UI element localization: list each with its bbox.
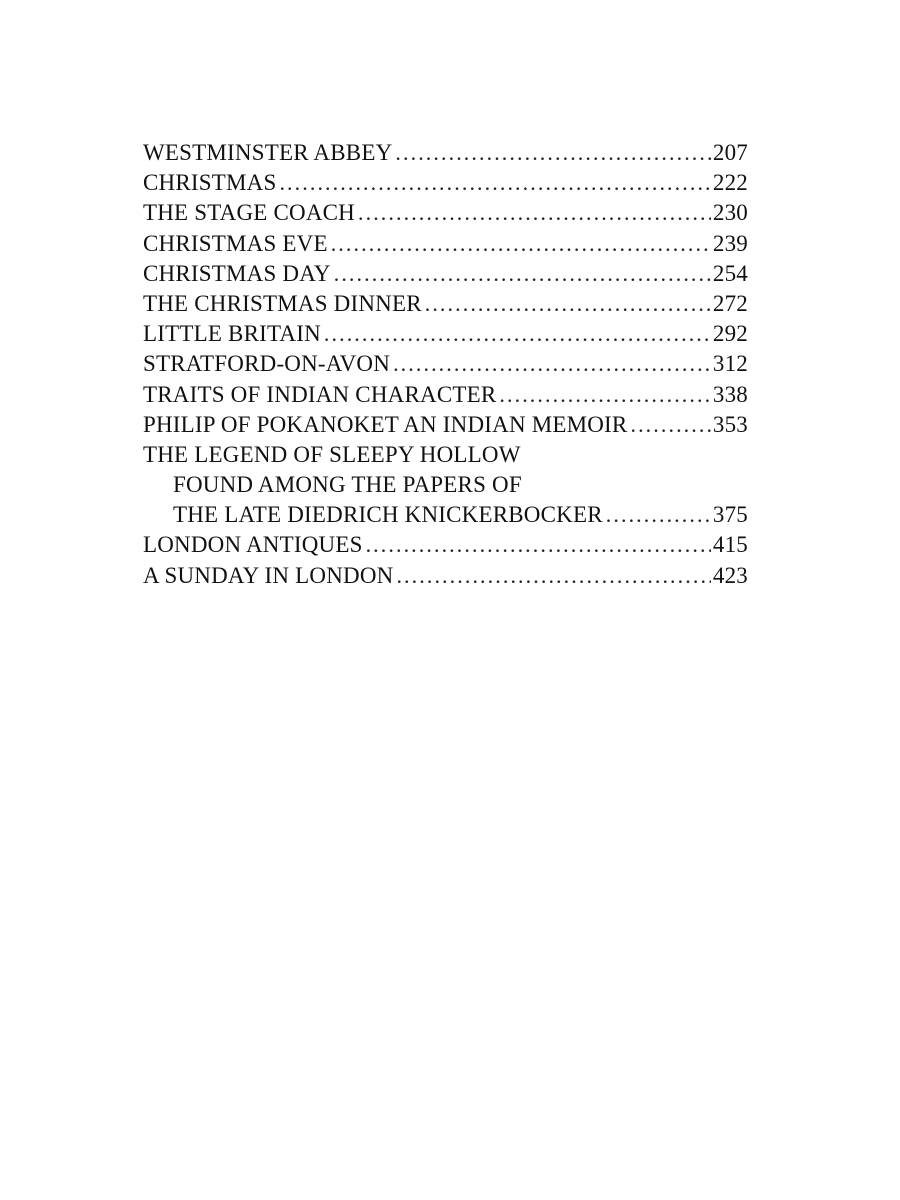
dot-leader bbox=[606, 500, 711, 530]
toc-entry-page: 239 bbox=[712, 230, 748, 256]
dot-leader bbox=[393, 349, 711, 379]
dot-leader bbox=[396, 561, 710, 591]
toc-line bbox=[143, 198, 748, 228]
toc-entry-page: 338 bbox=[712, 381, 748, 407]
toc-line bbox=[143, 410, 748, 440]
toc-entry-page: 415 bbox=[712, 532, 748, 558]
toc-line bbox=[143, 380, 748, 410]
toc-entry-traits-of-indian-character bbox=[143, 380, 748, 410]
toc-entry-title: A SUNDAY IN LONDON bbox=[143, 562, 394, 588]
toc-line bbox=[143, 440, 748, 470]
toc-entry-title: THE STAGE COACH bbox=[143, 200, 355, 226]
toc-line bbox=[143, 349, 748, 379]
toc-entry-christmas bbox=[143, 168, 748, 198]
toc-line bbox=[143, 319, 748, 349]
toc-entry-title: TRAITS OF INDIAN CHARACTER bbox=[143, 381, 497, 407]
toc-entry-title: CHRISTMAS bbox=[143, 170, 277, 196]
toc-entry-legend-of-sleepy-hollow bbox=[143, 440, 748, 531]
dot-leader bbox=[425, 289, 711, 319]
toc-entry-the-stage-coach bbox=[143, 198, 748, 228]
toc-entry-page: 254 bbox=[712, 260, 748, 286]
toc-line bbox=[143, 561, 748, 591]
toc-line bbox=[143, 500, 748, 530]
dot-leader bbox=[630, 410, 710, 440]
dot-leader bbox=[324, 319, 711, 349]
dot-leader bbox=[499, 380, 710, 410]
toc-line bbox=[143, 168, 748, 198]
toc-entry-title: LONDON ANTIQUES bbox=[143, 532, 363, 558]
toc-entry-the-christmas-dinner bbox=[143, 289, 748, 319]
dot-leader bbox=[331, 229, 711, 259]
dot-leader bbox=[334, 259, 711, 289]
toc-entry-title: CHRISTMAS EVE bbox=[143, 230, 328, 256]
toc-entry-london-antiques bbox=[143, 530, 748, 560]
dot-leader bbox=[358, 198, 711, 228]
table-of-contents bbox=[143, 138, 748, 591]
dot-leader bbox=[395, 138, 711, 168]
toc-entry-philip-of-pokanoket bbox=[143, 410, 748, 440]
toc-entry-page: 312 bbox=[712, 351, 748, 377]
toc-entry-title-line: FOUND AMONG THE PAPERS OF bbox=[173, 472, 522, 498]
toc-entry-page: 423 bbox=[712, 562, 748, 588]
toc-entry-page: 207 bbox=[712, 140, 748, 165]
toc-entry-page: 353 bbox=[712, 411, 748, 437]
toc-entry-page: 230 bbox=[712, 200, 748, 226]
dot-leader bbox=[366, 530, 711, 560]
toc-entry-title: WESTMINSTER ABBEY bbox=[143, 140, 393, 165]
toc-line bbox=[143, 289, 748, 319]
toc-line bbox=[143, 259, 748, 289]
toc-entry-title: CHRISTMAS DAY bbox=[143, 260, 331, 286]
toc-entry-page: 272 bbox=[712, 290, 748, 316]
toc-entry-title: PHILIP OF POKANOKET AN INDIAN MEMOIR bbox=[143, 411, 628, 437]
toc-entry-title: THE CHRISTMAS DINNER bbox=[143, 290, 422, 316]
toc-line bbox=[143, 229, 748, 259]
toc-entry-title: LITTLE BRITAIN bbox=[143, 321, 321, 347]
toc-entry-stratford-on-avon bbox=[143, 349, 748, 379]
toc-entry-page: 222 bbox=[712, 170, 748, 196]
toc-entry-a-sunday-in-london bbox=[143, 561, 748, 591]
toc-entry-page: 375 bbox=[712, 502, 748, 528]
toc-entry-title-line: THE LATE DIEDRICH KNICKERBOCKER bbox=[173, 502, 603, 528]
toc-entry-christmas-day bbox=[143, 259, 748, 289]
toc-entry-little-britain bbox=[143, 319, 748, 349]
toc-entry-title: STRATFORD-ON-AVON bbox=[143, 351, 391, 377]
toc-entry-title-line: THE LEGEND OF SLEEPY HOLLOW bbox=[143, 441, 521, 467]
toc-entry-westminster-abbey bbox=[143, 138, 748, 168]
dot-leader bbox=[279, 168, 710, 198]
toc-line bbox=[143, 470, 748, 500]
toc-entry-page: 292 bbox=[712, 321, 748, 347]
toc-entry-christmas-eve bbox=[143, 229, 748, 259]
toc-line bbox=[143, 138, 748, 168]
toc-line bbox=[143, 530, 748, 560]
